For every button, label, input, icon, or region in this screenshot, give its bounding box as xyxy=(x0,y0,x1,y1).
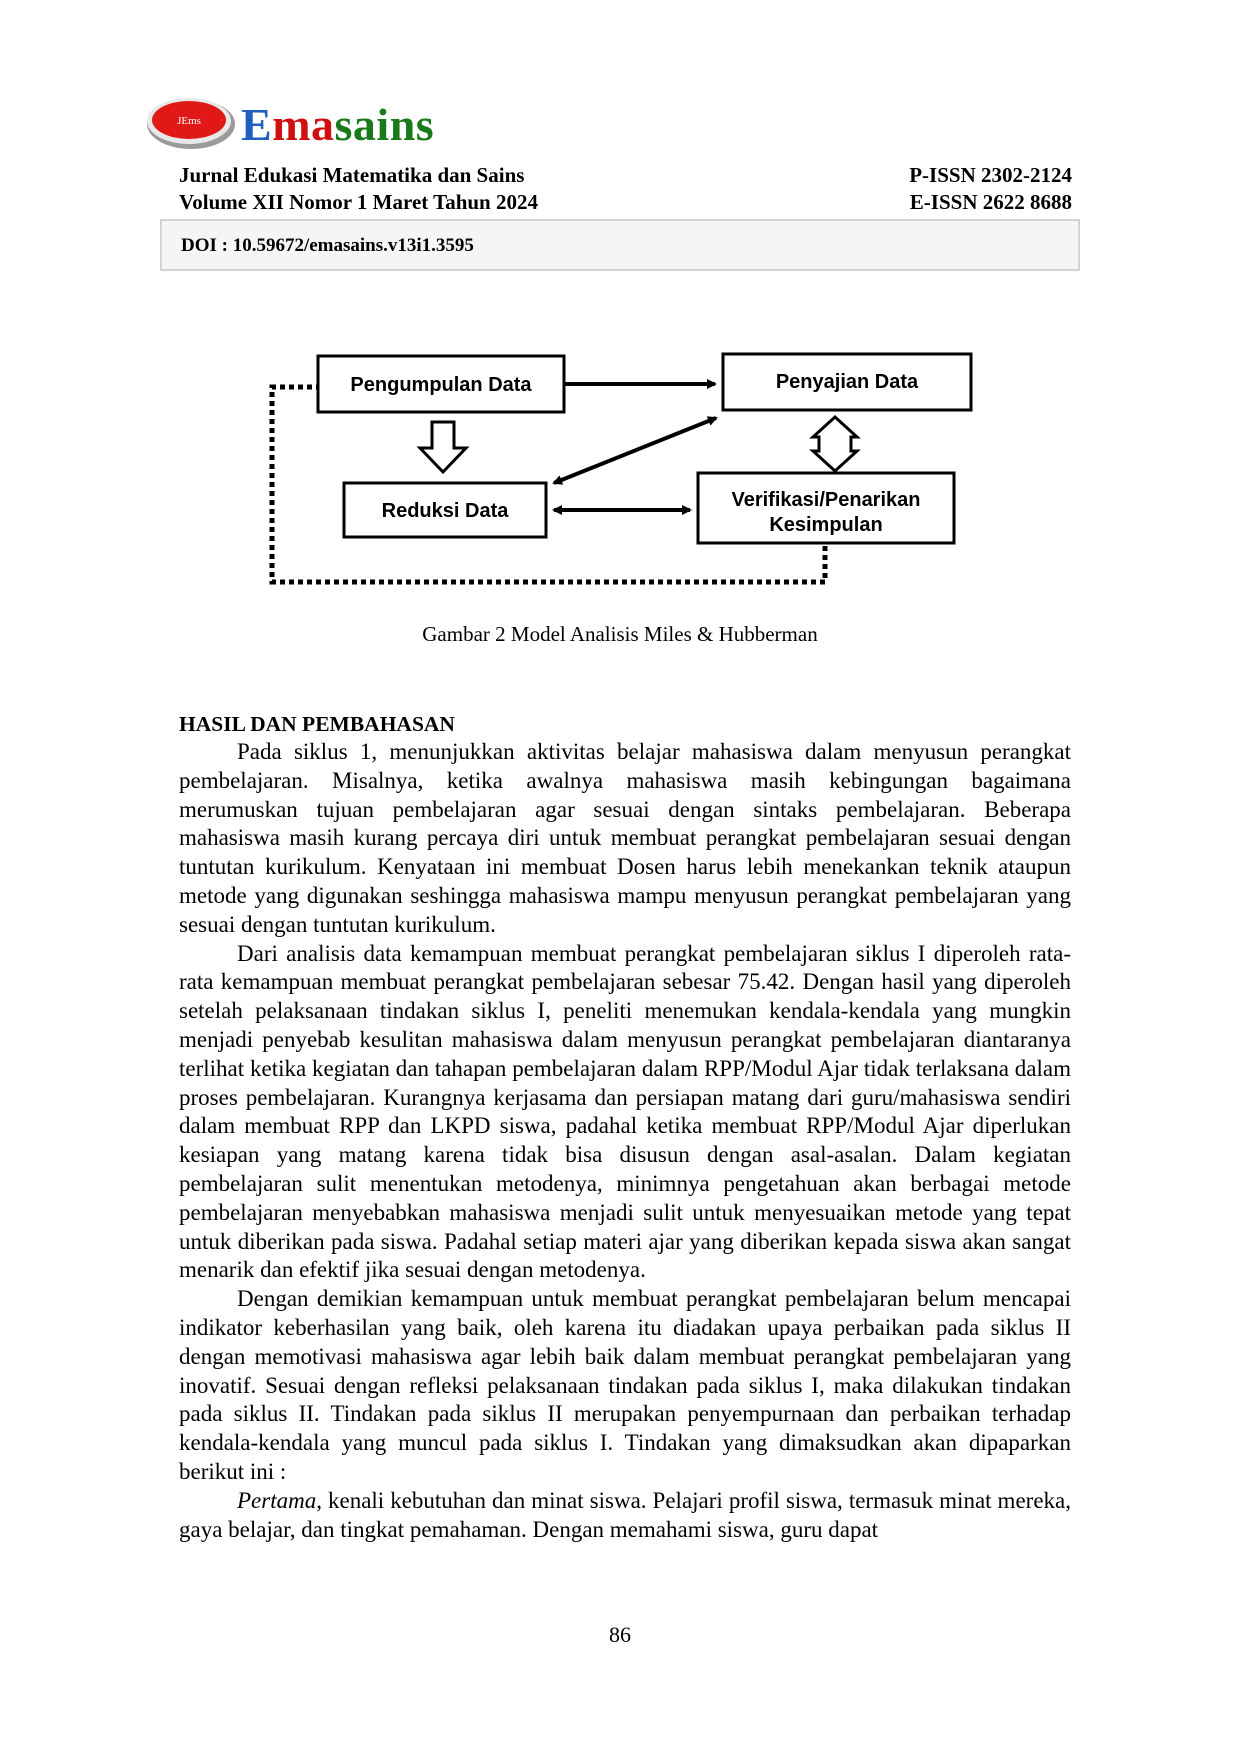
body-text xyxy=(179,738,1071,1544)
node-penyajian-label: Penyajian Data xyxy=(775,371,919,393)
doi-text: DOI : 10.59672/emasains.v13i1.3595 xyxy=(181,235,474,256)
node-penyajian-data xyxy=(723,354,971,410)
node-verifikasi-label-2: Kesimpulan xyxy=(769,514,883,536)
section-title: HASIL DAN PEMBAHASAN xyxy=(179,712,455,736)
paragraph-last xyxy=(179,1487,1071,1545)
journal-logo-badge xyxy=(145,93,237,151)
arrow-reduksi-penyajian xyxy=(554,418,716,483)
arrow-penyajian-verifikasi xyxy=(813,417,857,471)
paragraph: Pada siklus 1, menunjukkan aktivitas belajar mahasiswa dalam menyusun perangkat pembelajaran. Misalnya, ketika awalnya mahasiswa masih kebingungan bagaimana merumuskan tujuan pembelajaran agar sesuai dengan sintaks pembelajaran. Beberapa mahasiswa masih kurang percaya diri untuk membuat perangkat pembelajaran sesuai dengan tuntutan kurikulum. Kenyataan ini membuat Dosen harus lebih menekankan teknik ataupun metode yang digunakan seshingga mahasiswa mampu menyusun perangkat pembelajaran yang sesuai dengan tuntutan kurikulum. xyxy=(179,739,1071,937)
node-verifikasi-label-1: Verifikasi/Penarikan xyxy=(731,489,921,511)
arrow-pengumpulan-to-reduksi xyxy=(420,422,466,472)
miles-hubberman-diagram xyxy=(260,345,980,600)
journal-logo-wordmark: Emasains xyxy=(241,99,435,150)
node-pengumpulan-label: Pengumpulan Data xyxy=(350,374,532,396)
doi-box xyxy=(160,219,1080,271)
paragraph: Dari analisis data kemampuan membuat perangkat pembelajaran siklus I diperoleh rata-rata kemampuan membuat perangkat pembelajaran sebesar 75.42. Dengan hasil yang diperoleh setelah pelaksanaan tindakan siklus I, peneliti menemukan kendala-kendala yang mungkin menjadi penyebab kesulitan mahasiswa dalam menyusun perangkat pembelajaran diantaranya terlihat ketika kegiatan dan tahapan pembelajaran dalam RPP/Modul Ajar tidak terlaksana dalam proses pembelajaran. Kurangnya kerjasama dan persiapan matang dari guru/mahasiswa sendiri dalam membuat RPP dan LKPD siswa, padahal ketika membuat RPP/Modul Ajar diperlukan kesiapan yang matang karena tidak bisa disusun dengan asal-asalan. Dalam kegiatan pembelajaran sulit menentukan metodenya, minimnya pengetahuan akan berbagai metode pembelajaran menyebabkan mahasiswa menjadi sulit untuk menyesuaikan metode yang tepat untuk diberikan pada siswa. Padahal setiap materi ajar yang diberikan kepada siswa akan sangat menarik dan efektif jika sesuai dengan metodenya. xyxy=(179,940,1071,1283)
node-reduksi-data xyxy=(344,483,546,537)
figure-caption: Gambar 2 Model Analisis Miles & Hubberman xyxy=(422,622,818,646)
node-pengumpulan-data xyxy=(318,356,564,412)
paragraph: Dengan demikian kemampuan untuk membuat perangkat pembelajaran belum mencapai indikator keberhasilan yang baik, oleh karena itu diadakan upaya perbaikan pada siklus II dengan memotivasi mahasiswa agar lebih baik dalam membuat perangkat pembelajaran yang inovatif. Sesuai dengan refleksi pelaksanaan tindakan pada siklus I, maka dilakukan tindakan pada siklus II. Tindakan pada siklus II merupakan penyempurnaan dan perbaikan terhadap kendala-kendala yang muncul pada siklus I. Tindakan yang dimaksudkan akan dipaparkan berikut ini : xyxy=(179,1286,1071,1484)
volume-info: Volume XII Nomor 1 Maret Tahun 2024 xyxy=(179,190,538,214)
paragraph-lead-italic: Pertama xyxy=(237,1487,317,1513)
logo-badge-text: JEms xyxy=(177,115,201,127)
paragraph-last-rest: , kenali kebutuhan dan minat siswa. Pelajari profil siswa, termasuk minat mereka, gaya belajar, dan tingkat pemahaman. Dengan memahami siswa, guru dapat xyxy=(179,1487,1071,1542)
node-verifikasi xyxy=(698,473,954,543)
p-issn: P-ISSN 2302-2124 xyxy=(909,163,1072,187)
journal-name: Jurnal Edukasi Matematika dan Sains xyxy=(179,163,525,187)
node-reduksi-label: Reduksi Data xyxy=(381,500,509,522)
page-number: 86 xyxy=(609,1622,631,1647)
e-issn: E-ISSN 2622 8688 xyxy=(909,190,1072,214)
